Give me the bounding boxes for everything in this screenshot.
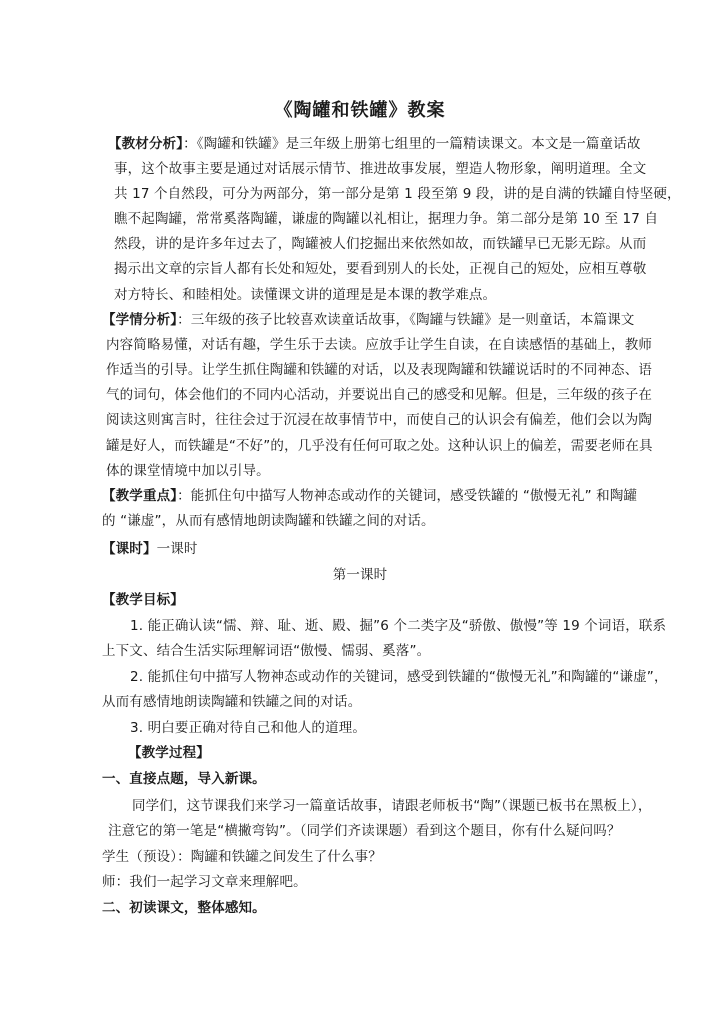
page-title: 《陶罐和铁罐》教案 [274,100,446,121]
mubiao-label: 【教学目标】 [102,592,184,608]
jiaocai-line-6: 揭示出文章的宗旨人都有长处和短处，要看到别人的长处，正视自己的短处，应相互尊敬 [114,261,647,277]
jiaocai-line-4: 瞧不起陶罐，常常奚落陶罐，谦虚的陶罐以礼相让，据理力争。第二部分是第 10 至 17 自 [114,211,659,227]
keshi-line: 【课时】一课时 [102,541,198,557]
jiaocai-line-5: 然段，讲的是许多年过去了，陶罐被人们挖掘出来依然如故，而铁罐早已无影无踪。从而 [114,236,647,252]
jiaocai-label: 【教材分析】 [108,136,184,152]
xueqing-line-7: 体的课堂情境中加以引导。 [106,463,270,479]
zhongdian-line-1: 【教学重点】：能抓住句中描写人物神态或动作的关键词，感受铁罐的 “傲慢无礼” 和陶罐 [102,488,638,504]
mubiao-line-2: 上下文、结合生活实际理解词语“傲慢、懦弱、奚落”。 [102,643,431,659]
section1-line-3: 学生（预设）：陶罐和铁罐之间发生了什么事？ [102,849,382,865]
mubiao-line-5: 3. 明白要正确对待自己和他人的道理。 [130,720,367,736]
jiaocai-line-2: 事，这个故事主要是通过对话展示情节、推进故事发展，塑造人物形象，阐明道理。全文 [114,161,647,177]
section1-line-1: 同学们，这节课我们来学习一篇童话故事，请跟老师板书“陶”（课题已板书在黑板上）， [132,798,652,814]
jiaocai-line-1: 【教材分析】：《陶罐和铁罐》是三年级上册第七组里的一篇精读课文。本文是一篇童话故 [108,136,641,152]
xueqing-line-3: 作适当的引导。让学生抓住陶罐和铁罐的对话，以及表现陶罐和铁罐说话时的不同神态、语 [106,362,652,378]
section2-heading: 二、初读课文，整体感知。 [102,900,266,916]
zhongdian-line-2: 的 “谦虚”，从而有感情地朗读陶罐和铁罐之间的对话。 [102,513,435,529]
xueqing-label: 【学情分析】 [102,312,178,328]
xueqing-line-2: 内容简略易懂，对话有趣，学生乐于去读。应放手让学生自读，在自读感悟的基础上，教师 [106,337,652,353]
guocheng-label: 【教学过程】 [128,745,210,761]
keshi-label: 【课时】 [102,541,157,557]
xueqing-line-4: 气的词句，体会他们的不同内心活动，并要说出自己的感受和见解。但是，三年级的孩子在 [106,387,652,403]
zhongdian-label: 【教学重点】 [102,488,178,504]
first-period-heading: 第一课时 [332,567,388,583]
section1-line-2: 注意它的第一笔是“横撇弯钩”。（同学们齐读课题）看到这个题目，你有什么疑问吗？ [108,823,621,839]
xueqing-line-1: 【学情分析】：三年级的孩子比较喜欢读童话故事，《陶罐与铁罐》是一则童话，本篇课文 [102,312,635,328]
section1-line-4: 师：我们一起学习文章来理解吧。 [102,874,307,890]
jiaocai-line-7: 对方特长、和睦相处。读懂课文讲的道理是是本课的教学难点。 [114,287,497,303]
section1-heading: 一、直接点题，导入新课。 [102,771,266,787]
jiaocai-line-3: 共 17 个自然段，可分为两部分，第一部分是第 1 段至第 9 段，讲的是自满的铁罐自恃坚硬， [114,186,681,202]
mubiao-line-3: 2. 能抓住句中描写人物神态或动作的关键词，感受到铁罐的“傲慢无礼”和陶罐的“谦虚”， [130,669,668,685]
mubiao-line-4: 从而有感情地朗读陶罐和铁罐之间的对话。 [102,694,362,710]
xueqing-line-5: 阅读这则寓言时，往往会过于沉浸在故事情节中，而使自己的认识会有偏差，他们会以为陶 [106,412,652,428]
mubiao-line-1: 1. 能正确认读“懦、辩、耻、逝、殿、掘”6 个二类字及“骄傲、傲慢”等 19 个词语，联系 [130,618,667,634]
xueqing-line-6: 罐是好人，而铁罐是“不好”的，几乎没有任何可取之处。这种认识上的偏差，需要老师在具 [106,438,653,454]
